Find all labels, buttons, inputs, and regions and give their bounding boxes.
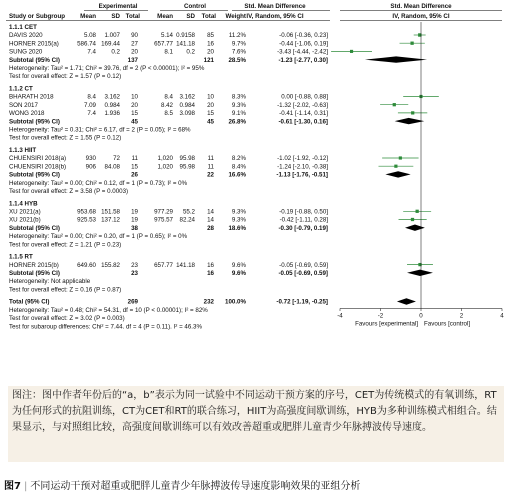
header-weight: Weight — [225, 13, 246, 20]
subtotal-label: Subtotal (95% CI) — [9, 224, 60, 232]
subtotal-e-n: 38 — [131, 224, 138, 232]
study-e-n: 15 — [131, 110, 138, 118]
study-c-mean: 657.77 — [154, 40, 173, 48]
study-c-mean: 1,020 — [157, 155, 173, 163]
subtotal-label: Subtotal (95% CI) — [9, 171, 60, 179]
subgroup-title: 1.1.4 HYB — [9, 200, 38, 208]
study-e-mean: 925.53 — [77, 216, 96, 224]
study-c-n: 14 — [207, 208, 214, 216]
study-e-sd: 1.936 — [104, 110, 120, 118]
study-name: CHUENSIRI 2018(a) — [9, 155, 67, 163]
header-study: Study or Subgroup — [9, 13, 66, 20]
study-e-n: 15 — [131, 163, 138, 171]
study-c-sd: 3.162 — [179, 93, 195, 101]
study-e-mean: 7.09 — [83, 101, 96, 109]
study-e-mean: 586.74 — [77, 40, 96, 48]
plot-axis-tick-label: 2 — [459, 312, 464, 320]
study-name: HORNER 2015(a) — [9, 40, 59, 48]
study-square — [399, 156, 402, 159]
study-ci: -1.02 [-1.92, -0.12] — [277, 155, 328, 163]
study-c-sd: 0.2 — [186, 48, 195, 56]
study-e-mean: 953.68 — [77, 208, 96, 216]
subtotal-label: Subtotal (95% CI) — [9, 56, 60, 64]
study-ci: 0.00 [-0.88, 0.88] — [281, 93, 328, 101]
header-c-sd: SD — [186, 13, 195, 20]
subtotal-e-n: 137 — [127, 56, 138, 64]
header-experimental: Experimental — [98, 3, 138, 10]
study-ci: -3.43 [-4.44, -2.42] — [277, 48, 328, 56]
study-c-sd: 0.9158 — [176, 32, 195, 40]
plot-axis-tick-label: 4 — [500, 312, 504, 320]
subtotal-e-n: 26 — [131, 171, 138, 179]
study-e-mean: 649.60 — [77, 261, 96, 269]
study-weight: 9.3% — [231, 216, 246, 224]
subgroup-title: 1.1.3 HIIT — [9, 147, 37, 154]
study-e-n: 27 — [131, 40, 138, 48]
subtotal-diamond — [385, 171, 410, 177]
study-e-n: 19 — [131, 216, 138, 224]
study-ci: -1.24 [-2.10, -0.38] — [277, 163, 328, 171]
study-e-sd: 1.007 — [104, 32, 120, 40]
study-weight: 9.6% — [231, 261, 246, 269]
study-square — [393, 103, 396, 106]
study-c-sd: 82.24 — [179, 216, 195, 224]
study-e-mean: 7.4 — [87, 110, 96, 118]
study-e-sd: 3.162 — [104, 93, 120, 101]
study-c-sd: 95.98 — [179, 155, 195, 163]
subtotal-label: Subtotal (95% CI) — [9, 118, 60, 126]
study-e-mean: 7.4 — [87, 48, 96, 56]
total-e-n: 269 — [127, 298, 138, 306]
header-c-mean: Mean — [157, 13, 173, 20]
subtotal-ci: -1.23 [-2.77, 0.30] — [278, 56, 328, 64]
study-square — [350, 50, 353, 53]
study-e-n: 20 — [131, 48, 138, 56]
study-weight: 8.3% — [231, 93, 246, 101]
total-diamond — [397, 298, 416, 304]
study-c-n: 20 — [207, 101, 214, 109]
study-e-mean: 906 — [85, 163, 96, 171]
study-c-sd: 55.2 — [182, 208, 195, 216]
subtotal-diamond — [395, 118, 425, 124]
study-c-n: 16 — [207, 40, 214, 48]
subtotal-weight: 18.6% — [228, 224, 246, 232]
study-c-mean: 5.14 — [160, 32, 173, 40]
subtotal-label: Subtotal (95% CI) — [9, 270, 60, 277]
study-c-mean: 657.77 — [154, 261, 173, 269]
study-weight: 8.4% — [231, 163, 246, 171]
subgroup-overall-test: Test for overall effect: Z = 3.58 (P = 0.0003) — [9, 188, 129, 195]
subtotal-diamond — [365, 56, 427, 62]
figure-caption: 图注：图中作者年份后的“a，b”表示为同一试验中不同运动干预方案的序号，CET为传统模式的有氧训练，RT为任何形式的抗阻训练，CT为CET和RT的联合练习，HIIT为高强度间歇训练，HYB为多种训练模式相组合。结果显示，与对照组比较，高强度间歇训练可以有效改善超重或肥胖儿童青少年脉搏波传导速度。 — [8, 386, 504, 462]
total-c-n: 232 — [203, 298, 214, 306]
subtotal-diamond — [405, 225, 425, 231]
study-ci: -1.32 [-2.02, -0.63] — [277, 101, 328, 109]
study-c-n: 11 — [207, 163, 214, 171]
subgroup-title: 1.1.5 RT — [9, 253, 33, 261]
study-e-sd: 137.12 — [101, 216, 120, 224]
study-c-n: 11 — [207, 155, 214, 163]
subtotal-c-n: 28 — [207, 224, 214, 232]
header-e-total: Total — [125, 13, 140, 20]
study-c-mean: 8.4 — [164, 93, 173, 101]
figure-title-separator: | — [23, 481, 28, 492]
study-c-mean: 8.1 — [164, 48, 173, 56]
subgroup-heterogeneity: Heterogeneity: Tau² = 0.00; Chi² = 0.20, df = 1 (P = 0.65); I² = 0% — [9, 233, 188, 241]
subgroup-title: 1.1.2 CT — [9, 85, 33, 93]
study-ci: -0.42 [-1.11, 0.28] — [279, 216, 328, 224]
study-c-mean: 977.29 — [154, 208, 173, 216]
study-name: XU 2021(b) — [9, 216, 41, 224]
study-c-sd: 141.18 — [176, 261, 195, 269]
subtotal-ci: -1.13 [-1.76, -0.51] — [276, 171, 328, 179]
total-note: Heterogeneity: Tau² = 0.48; Chi² = 54.31, df = 10 (P < 0.00001); I² = 82% — [9, 306, 208, 314]
header-e-mean: Mean — [80, 13, 96, 20]
study-name: WONG 2018 — [9, 110, 45, 118]
study-c-mean: 975.57 — [154, 216, 173, 224]
subtotal-c-n: 16 — [207, 270, 214, 277]
study-square — [411, 218, 414, 221]
subtotal-ci: -0.30 [-0.79, 0.19] — [278, 224, 328, 232]
subgroup-overall-test: Test for overall effect: Z = 0.16 (P = 0.87) — [9, 286, 122, 294]
subgroup-heterogeneity: Heterogeneity: Not applicable — [9, 278, 91, 286]
study-e-n: 10 — [131, 93, 138, 101]
header-smd-method: IV, Random, 95% CI — [246, 13, 304, 20]
study-c-mean: 1,020 — [157, 163, 173, 171]
study-c-n: 14 — [207, 216, 214, 224]
figure-title — [4, 474, 506, 500]
study-e-mean: 930 — [85, 155, 96, 163]
plot-axis-tick-label: -2 — [377, 312, 384, 320]
study-weight: 8.2% — [231, 155, 246, 163]
subgroup-title: 1.1.1 CET — [9, 24, 37, 31]
study-ci: -0.19 [-0.88, 0.50] — [279, 208, 328, 216]
plot-axis-tick-label: -4 — [337, 312, 343, 320]
study-c-sd: 0.984 — [179, 101, 195, 109]
header-control: Control — [184, 3, 206, 10]
plot-header-title: Std. Mean Difference — [390, 3, 452, 10]
total-label: Total (95% CI) — [9, 298, 50, 306]
subtotal-ci: -0.61 [-1.30, 0.16] — [278, 118, 328, 126]
study-ci: -0.44 [-1.06, 0.19] — [279, 40, 328, 48]
study-e-mean: 5.08 — [83, 32, 96, 40]
study-name: SUNG 2020 — [9, 48, 43, 56]
subgroup-heterogeneity: Heterogeneity: Tau² = 0.31; Chi² = 6.17, df = 2 (P = 0.05); I² = 68% — [9, 126, 191, 134]
study-name: SON 2017 — [9, 101, 38, 109]
total-weight: 100.0% — [225, 298, 246, 306]
total-ci: -0.72 [-1.19, -0.25] — [276, 298, 328, 306]
study-weight: 9.3% — [231, 101, 246, 109]
study-e-n: 90 — [131, 32, 138, 40]
subgroup-overall-test: Test for overall effect: Z = 1.55 (P = 0.12) — [9, 134, 122, 142]
study-square — [410, 42, 413, 45]
subtotal-ci: -0.05 [-0.69, 0.59] — [278, 270, 328, 277]
subtotal-e-n: 23 — [131, 270, 138, 277]
study-c-mean: 8.42 — [160, 101, 173, 109]
study-e-sd: 84.08 — [104, 163, 120, 171]
study-weight: 7.6% — [231, 48, 246, 56]
study-c-n: 20 — [207, 48, 214, 56]
study-e-sd: 72 — [113, 155, 120, 163]
total-note: Test for subaroup differences: Chi² = 7.44. df = 4 (P = 0.11). I² = 46.3% — [9, 323, 202, 331]
header-e-sd: SD — [111, 13, 120, 20]
subtotal-weight: 9.6% — [231, 270, 246, 277]
study-e-n: 19 — [131, 208, 138, 216]
study-ci: -0.05 [-0.69, 0.59] — [279, 261, 328, 269]
study-weight: 11.2% — [228, 32, 246, 40]
study-c-n: 15 — [207, 110, 214, 118]
study-e-sd: 0.2 — [111, 48, 120, 56]
study-e-n: 23 — [131, 261, 138, 269]
study-e-sd: 169.44 — [101, 40, 120, 48]
study-weight: 9.1% — [231, 110, 246, 118]
figure-number: 图7 — [4, 481, 21, 492]
study-name: BHARATH 2018 — [9, 93, 54, 101]
study-weight: 9.7% — [231, 40, 246, 48]
study-square — [416, 210, 419, 213]
study-c-sd: 141.18 — [176, 40, 195, 48]
plot-axis-right-label: Favours [control] — [424, 320, 471, 328]
study-e-mean: 8.4 — [87, 93, 96, 101]
subgroup-overall-test: Test for overall effect: Z = 1.21 (P = 0.23) — [9, 241, 122, 249]
study-weight: 9.3% — [231, 208, 246, 216]
study-e-n: 20 — [131, 101, 138, 109]
header-c-total: Total — [201, 13, 216, 20]
study-square — [394, 165, 397, 168]
study-name: HORNER 2015(b) — [9, 261, 59, 269]
header-smd-title: Std. Mean Difference — [244, 3, 306, 10]
plot-axis-left-label: Favours [experimental] — [355, 320, 418, 328]
plot-header-method: IV, Random, 95% CI — [392, 13, 450, 20]
subtotal-c-n: 22 — [207, 171, 214, 179]
subgroup-overall-test: Test for overall effect: Z = 1.57 (P = 0.12) — [9, 73, 122, 81]
total-note: Test for overall effect: Z = 3.02 (P = 0.003) — [9, 315, 125, 323]
plot-axis-tick-label: 0 — [419, 312, 423, 320]
subtotal-weight: 26.8% — [228, 118, 246, 126]
subgroup-heterogeneity: Heterogeneity: Tau² = 1.71; Chi² = 39.76, df = 2 (P < 0.00001); I² = 95% — [9, 65, 205, 72]
study-ci: -0.41 [-1.14, 0.31] — [279, 110, 328, 118]
study-e-sd: 155.82 — [101, 261, 120, 269]
subtotal-weight: 28.5% — [228, 56, 246, 64]
subtotal-c-n: 45 — [207, 118, 214, 126]
study-c-sd: 95.98 — [179, 163, 195, 171]
study-c-sd: 3.098 — [179, 110, 195, 118]
study-e-sd: 151.58 — [101, 208, 120, 216]
subtotal-weight: 16.6% — [228, 171, 246, 179]
study-name: DAVIS 2020 — [9, 32, 43, 40]
study-c-n: 85 — [207, 32, 214, 40]
study-c-n: 16 — [207, 261, 214, 269]
subtotal-diamond — [407, 270, 433, 276]
study-name: XU 2021(a) — [9, 208, 41, 216]
subtotal-c-n: 121 — [203, 56, 214, 64]
study-ci: -0.06 [-0.36, 0.23] — [279, 32, 328, 40]
study-c-mean: 8.5 — [164, 110, 173, 118]
study-e-n: 11 — [131, 155, 138, 163]
study-e-sd: 0.984 — [104, 101, 120, 109]
study-c-n: 10 — [207, 93, 214, 101]
subtotal-e-n: 45 — [131, 118, 138, 126]
study-square — [411, 111, 414, 114]
study-name: CHUENSIRI 2018(b) — [9, 163, 67, 171]
figure-title-text: 不同运动干预对超重或肥胖儿童青少年脉搏波传导速度影响效果的亚组分析 — [30, 481, 361, 492]
subgroup-heterogeneity: Heterogeneity: Tau² = 0.00; Chi² = 0.12, df = 1 (P = 0.73); I² = 0% — [9, 179, 188, 187]
